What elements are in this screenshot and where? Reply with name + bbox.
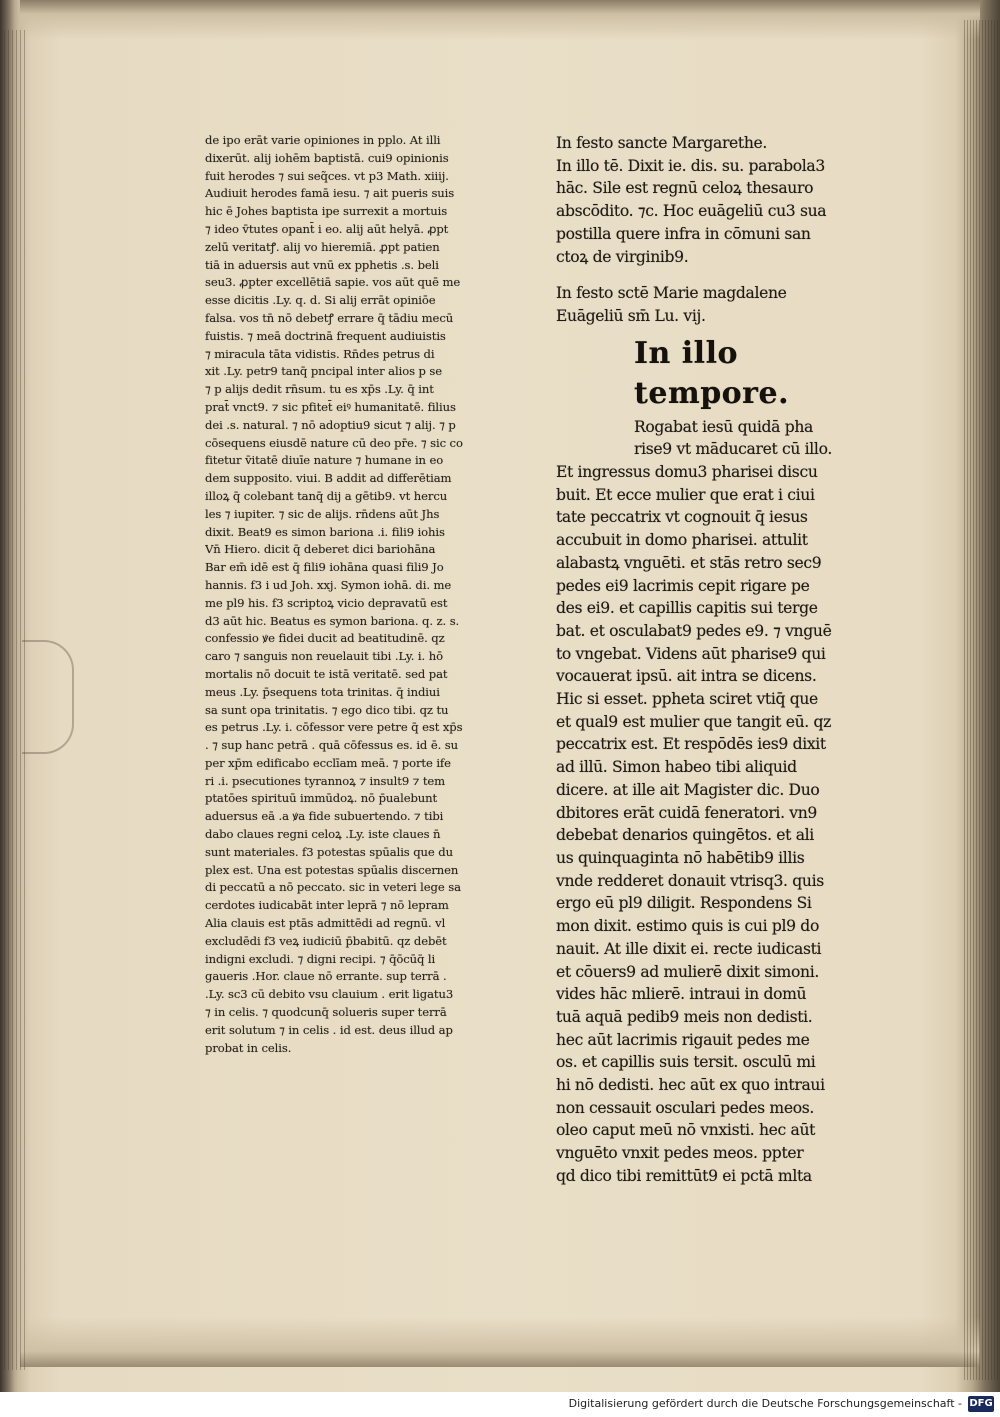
text-line: gaueris .Hor. claue nō errante. sup terrā . xyxy=(205,969,447,984)
text-line: tuā aquā pedib9 meis non dedisti. xyxy=(556,1007,813,1026)
page-bottom-edge xyxy=(20,1317,980,1367)
text-line: rise9 vt māducaret cū illo. xyxy=(634,440,832,459)
text-line: hāc. Sile est regnū celoꝝ thesauro xyxy=(556,179,814,198)
text-line: ⁊ in celis. ⁊ quodcunq̄ solueris super terrā xyxy=(205,1005,447,1020)
dfg-logo: DFG xyxy=(968,1396,994,1412)
text-line: prat̄ vnct9. ⁊ sic pfitet̄ eiꝰ humanitatē. filius xyxy=(205,399,456,414)
text-line: fuistis. ⁊ meā doctrinā frequent audiuistis xyxy=(205,328,446,343)
text-line: buit. Et ecce mulier que erat i ciui xyxy=(556,485,815,504)
text-line: tate peccatrix vt cognouit q̄ iesus xyxy=(556,508,808,527)
text-line: esse dicitis .Ly. q. d. Si alij errāt opiniōe xyxy=(205,293,436,308)
text-line: vides hāc mlierē. intraui in domū xyxy=(556,985,807,1004)
text-line: xit .Ly. petr9 tanq̄ pncipal inter alios p se xyxy=(205,364,443,379)
text-line: Et ingressus domu3 pharisei discu xyxy=(556,463,818,482)
text-line: dabo claues regni celoꝝ .Ly. iste claues n̄ xyxy=(205,827,441,842)
text-line: In festo sancte Margarethe. xyxy=(556,134,768,152)
text-line: pedes ei9 lacrimis cepit rigare pe xyxy=(556,576,810,595)
rubric-magdalene xyxy=(556,282,886,327)
text-line: falsa. vos tn̄ nō debetꝭ errare q̄ tādiu mecū xyxy=(205,310,454,325)
text-line: .Ly. sc3 cū debito vsu clauium . erit ligatu3 xyxy=(205,987,454,1002)
text-line: confessio ꝟe fidei ducit ad beatitudinē. qz xyxy=(205,631,445,646)
text-line: fitetur v̄itatē diuīe nature ⁊ humane in eo xyxy=(205,453,444,468)
text-line: ri .i. psecutiones tyrannoꝝ ⁊ insult9 ⁊ tem xyxy=(205,773,446,788)
text-line: indigni excludi. ⁊ digni recipi. ⁊ q̄ōcūq̄ li xyxy=(205,951,436,966)
text-line: alabastꝝ vnguēti. et stās retro sec9 xyxy=(556,553,822,572)
text-line: Vn̄ Hiero. dicit q̄ deberet dici bariohāna xyxy=(205,542,436,557)
text-line: me pl9 his. f3 scriptoꝝ vicio depravatū est xyxy=(205,595,448,610)
text-line: caro ⁊ sanguis non reuelauit tibi .Ly. i. hō xyxy=(205,649,443,664)
right-column-gospel xyxy=(556,132,886,1188)
text-line: dixerūt. alij iohēm baptistā. cui9 opinionis xyxy=(205,150,449,165)
text-line: dixit. Beat9 es simon bariona .i. fili9 iohis xyxy=(205,524,445,539)
digitization-footer xyxy=(0,1392,1000,1417)
text-line: cōsequens eiusdē nature cū deo pr̄e. ⁊ sic co xyxy=(205,435,463,450)
text-line: ad illū. Simon habeo tibi aliquid xyxy=(556,758,797,777)
text-line: ctoꝝ de virginib9. xyxy=(556,247,689,266)
text-line: os. et capillis suis tersit. osculū mi xyxy=(556,1053,816,1072)
text-line: erit solutum ⁊ in celis . id est. deus illud ap xyxy=(205,1022,453,1037)
text-line: to vngebat. Videns aūt pharise9 qui xyxy=(556,644,826,663)
text-line: accubuit in domo pharisei. attulit xyxy=(556,531,808,550)
text-line: excludēdi f3 veꝝ iudiciū p̄babitū. qz debēt xyxy=(205,933,447,948)
text-line: seu3. ꝓpter excellētiā sapie. vos aūt quē me xyxy=(205,275,461,290)
text-line: meus .Ly. p̄sequens tota trinitas. q̄ indiui xyxy=(205,684,440,699)
text-line: dei .s. natural. ⁊ nō adoptiu9 sicut ⁊ alij. ⁊ p xyxy=(205,417,456,432)
gospel-text xyxy=(556,416,886,1188)
text-line: qd dico tibi remittūt9 ei pctā mlta xyxy=(556,1166,812,1185)
text-line: vocauerat ipsū. ait intra se dicens. xyxy=(556,667,817,686)
text-line: zelū veritatꝭ. alij vo hieremiā. ꝓpt patien xyxy=(205,239,440,254)
text-line: ⁊ p alijs dedit rn̄sum. tu es xp̄s .Ly. q̄ int xyxy=(205,382,434,397)
text-line: ergo eū pl9 diligit. Respondens Si xyxy=(556,894,812,913)
text-line: des ei9. et capillis capitis sui terge xyxy=(556,599,818,618)
text-line: ⁊ ideo v̄tutes opant̄ i eo. alij aūt helyā. ꝓpt xyxy=(205,221,449,236)
text-line: plex est. Una est potestas spūalis discernen xyxy=(205,862,459,877)
text-line: . ⁊ sup hanc petrā . quā cōfessus es. id ē. su xyxy=(205,738,458,753)
text-line: abscōdito. ⁊c. Hoc euāgeliū cu3 sua xyxy=(556,202,827,221)
text-line: sunt materiales. f3 potestas spūalis que du xyxy=(205,844,453,859)
text-line: In festo sctē Marie magdalene xyxy=(556,284,787,303)
text-line: ⁊ miracula tāta vidistis. Rn̄des petrus di xyxy=(205,346,435,361)
text-line: dicere. at ille ait Magister dic. Duo xyxy=(556,780,820,799)
text-line: oleo caput meū nō vnxisti. hec aūt xyxy=(556,1121,816,1140)
gospel-heading: In illo tempore. xyxy=(634,335,790,411)
page-fore-edge xyxy=(964,20,1000,1380)
text-line: sa sunt opa trinitatis. ⁊ ego dico tibi. qz tu xyxy=(205,702,449,717)
text-line: Audiuit herodes famā iesu. ⁊ ait pueris suis xyxy=(205,186,455,201)
text-line: illoꝝ q̄ colebant tanq̄ dij a gētib9. vt hercu xyxy=(205,488,448,503)
text-line: aduersus eā .a ꝟa fide subuertendo. ⁊ tibi xyxy=(205,809,444,824)
text-line: per xp̄m edificabo ecclīam meā. ⁊ porte ife xyxy=(205,755,451,770)
clip-impression xyxy=(22,640,74,754)
page-top-edge xyxy=(20,0,980,40)
text-line: es petrus .Ly. i. cōfessor vere petre q̄ est xp̄s xyxy=(205,720,463,735)
text-line: peccatrix est. Et respōdēs ies9 dixit xyxy=(556,735,826,754)
left-column-postilla xyxy=(205,132,535,1057)
text-line: Alia clauis est ptās admittēdi ad regnū. vl xyxy=(205,916,446,931)
text-line: dbitores erāt cuidā feneratori. vn9 xyxy=(556,803,818,822)
text-line: Rogabat iesū quidā pha xyxy=(634,417,813,436)
text-line: hic ē Johes baptista ipe surrexit a mortuis xyxy=(205,204,448,219)
text-line: probat in celis. xyxy=(205,1040,292,1055)
text-line: Euāgeliū sm̄ Lu. vij. xyxy=(556,306,706,325)
text-line: tiā in aduersis aut vnū ex pphetis .s. beli xyxy=(205,257,439,272)
text-line: postilla quere infra in cōmuni san xyxy=(556,224,811,243)
text-line: bat. et osculabat9 pedes e9. ⁊ vnguē xyxy=(556,621,832,640)
text-line: hi nō dedisti. hec aūt ex quo intraui xyxy=(556,1076,825,1095)
text-line: mortalis nō docuit te istā veritatē. sed pat xyxy=(205,666,448,681)
text-line: nauit. At ille dixit ei. recte iudicasti xyxy=(556,939,822,958)
text-line: et qual9 est mulier que tangit eū. qz xyxy=(556,712,831,731)
text-line: les ⁊ iupiter. ⁊ sic de alijs. rn̄dens aūt Jhs xyxy=(205,506,440,521)
rubric-margarethe xyxy=(556,132,886,268)
text-line: de ipo erāt varie opiniones in pplo. At illi xyxy=(205,133,441,147)
text-line: fuit herodes ⁊ sui seq̃ces. vt p3 Math. xiiij. xyxy=(205,168,449,183)
text-line: hannis. f3 i ud Joh. xxj. Symon iohā. di. me xyxy=(205,577,452,592)
text-line: Bar em̄ idē est q̄ fili9 iohāna quasi fili9 Jo xyxy=(205,560,444,575)
text-line: In illo tē. Dixit ie. dis. su. parabola3 xyxy=(556,156,825,175)
text-line: cerdotes iudicabāt inter leprā ⁊ nō lepram xyxy=(205,898,449,913)
text-line: vnde redderet donauit vtrisq3. quis xyxy=(556,871,824,890)
text-line: hec aūt lacrimis rigauit pedes me xyxy=(556,1030,810,1049)
text-line: vnguēto vnxit pedes meos. ppter xyxy=(556,1144,804,1163)
text-line: debebat denarios quingētos. et ali xyxy=(556,826,814,845)
text-line: non cessauit osculari pedes meos. xyxy=(556,1098,814,1117)
text-line: ptatōes spirituū immūdoꝝ. nō p̄ualebunt xyxy=(205,791,438,806)
footer-credit: Digitalisierung gefördert durch die Deutsche Forschungsgemeinschaft - xyxy=(568,1397,962,1410)
text-line: dem supposito. viui. B addit ad differētiam xyxy=(205,471,452,486)
text-line: d3 aūt hic. Beatus es symon bariona. q. z. s. xyxy=(205,613,460,628)
text-line: Hic si esset. ppheta sciret vtiq̄ que xyxy=(556,690,818,709)
text-line: us quinquaginta nō habētib9 illis xyxy=(556,848,805,867)
text-line: di peccatū a nō peccato. sic in veteri lege sa xyxy=(205,880,461,895)
text-line: mon dixit. estimo quis is cui pl9 do xyxy=(556,917,819,936)
text-line: et cōuers9 ad mulierē dixit simoni. xyxy=(556,962,819,981)
